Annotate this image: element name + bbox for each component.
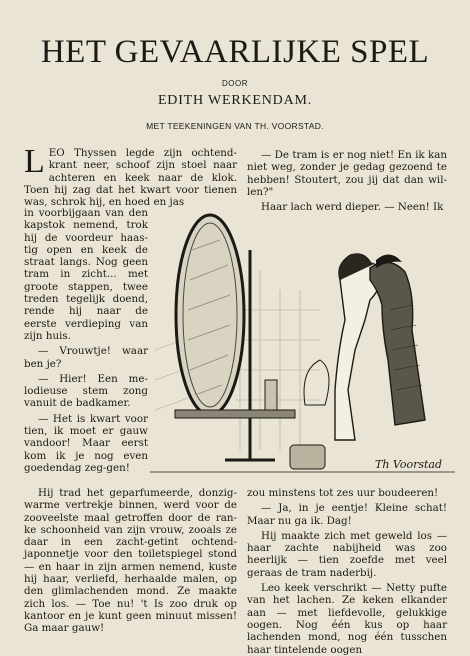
dialogue-paragraph: — Ja, in je eentje! Kleine schat! Maar nu ga ik. Dag! xyxy=(247,502,447,527)
illustration-couple-mirror xyxy=(150,210,455,485)
column2-bottom-text xyxy=(247,487,447,656)
dialogue-paragraph: — Het is kwart voor tien, ik moet er gauw vandoor! Maar eerst kom ik je nog even goedendag zeg-gen! xyxy=(24,412,148,474)
story-title: HET GEVAARLIJKE SPEL xyxy=(40,34,430,70)
dialogue-paragraph: Haar lach werd dieper. — Neen! Ik xyxy=(261,201,444,214)
artist-signature: Th Voorstad xyxy=(375,458,443,471)
narrative-paragraph: Hij maakte zich met geweld los — haar zachte nabijheid was zoo heerlijk — tien zoefde met veel geraas de tram naderbij. xyxy=(247,529,447,579)
dialogue-paragraph: — Hier! Een me-lodieuse stem zong vanuit de badkamer. xyxy=(24,372,148,410)
dialogue-paragraph: — De tram is er nog niet! En ik kan niet weg, zonder je gedag gezoend te hebben! Stoutert, zou jij dat dan wil-len?" xyxy=(247,149,447,198)
author-name: EDITH WERKENDAM. xyxy=(157,93,313,108)
column2-top-text xyxy=(247,149,447,213)
narrative-paragraph: Leo keek verschrikt — Netty pufte van het lachen. Ze keken elkander aan — met liefdevolle, gelukkige oogen. Nog één kus op haar lachenden mond, nog één tusschen haar tintelende oogen xyxy=(247,582,447,656)
narrative-paragraph: zou minstens tot zes uur boudeeren! xyxy=(247,487,439,499)
narrative-paragraph: in voorbijgaan van den kapstok nemend, trok hij de voordeur haas-tig open en keek de straat langs. Nog geen tram in zicht... met groote stappen, twee treden tegelijk doend, rende hij naar de eerste verdieping van zijn huis. xyxy=(24,207,148,342)
dialogue-paragraph: — Vrouwtje! waar ben je? xyxy=(24,345,148,370)
column1-bottom-text xyxy=(24,487,237,635)
drop-cap: L xyxy=(24,143,45,180)
column1-intro xyxy=(24,143,237,209)
column1-narrow-text xyxy=(24,207,148,474)
narrative-paragraph: Hij trad het geparfumeerde, donzig-warme vertrekje binnen, werd voor de zooveelste maal getroffen door de ran-ke schoonheid van zijn vrouw, zooals ze daar in een zacht-getint ochtend-japonnetje voor den toiletspiegel stond — en haar in zijn armen nemend, kuste hij haar, verliefd, herhaalde malen, op den glimlachenden mond. Ze maakte zich los. — Toe nu! 't Is zoo druk op kantoor en je kunt geen minuut missen! Ga maar gauw! xyxy=(24,487,237,635)
illustration-credit: MET TEEKENINGEN VAN TH. VOORSTAD. xyxy=(146,121,324,131)
byline-door: DOOR xyxy=(222,79,248,88)
intro-paragraph: EO Thyssen legde zijn ochtend-krant neer, schoof zijn stoel naar achteren en keek naar de klok. Toen hij zag dat het kwart voor tienen was, schrok hij, en hoed en jas xyxy=(24,147,237,209)
